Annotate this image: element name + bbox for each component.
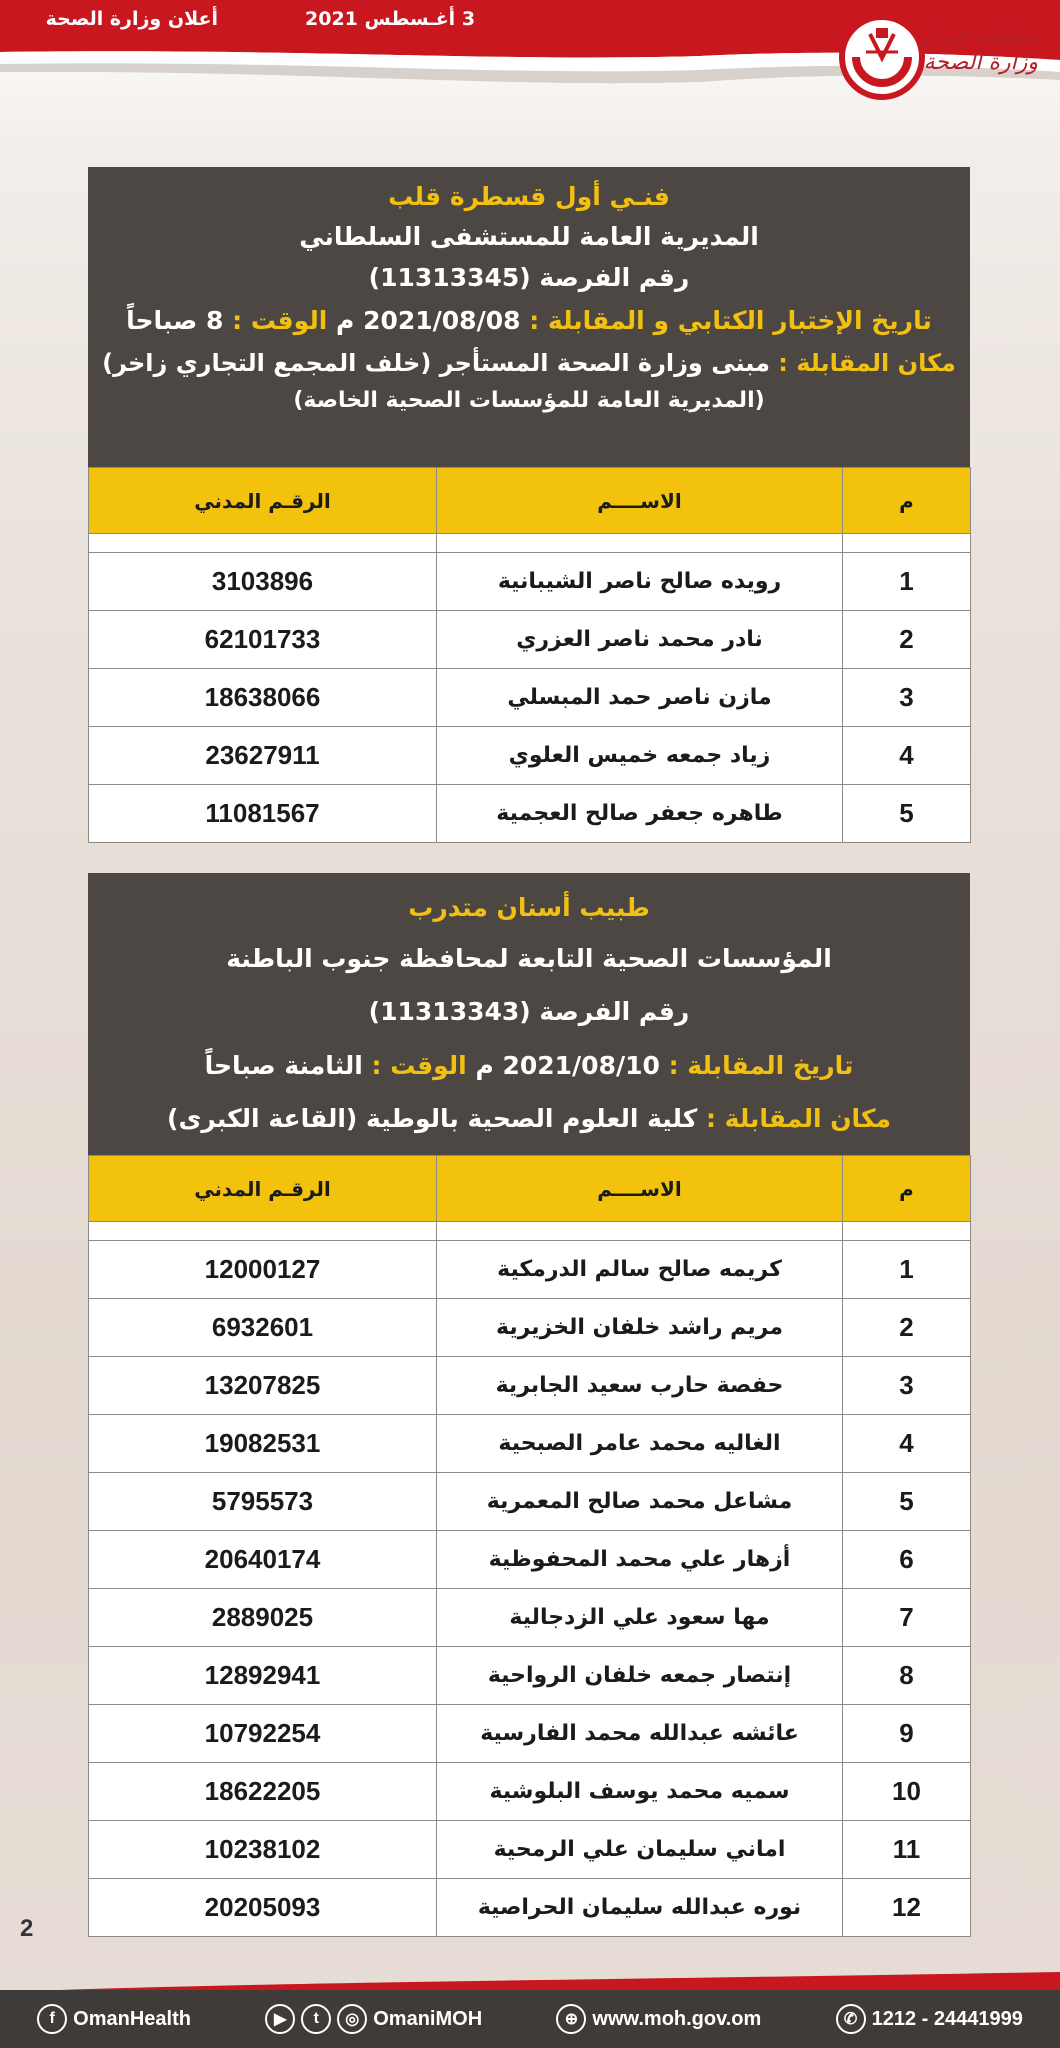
row-number: 11	[843, 1821, 971, 1879]
phone-number: 1212 - 24441999	[871, 2007, 1023, 2030]
table-row	[89, 1299, 971, 1357]
civil-id: 3103896	[89, 553, 437, 611]
row-number: 8	[843, 1647, 971, 1705]
globe-icon: ⊕	[556, 2004, 586, 2034]
place-line	[88, 1093, 970, 1145]
exam-date-line	[88, 299, 970, 343]
date-label: تاريخ المقابلة :	[668, 1051, 854, 1080]
civil-id: 11081567	[89, 785, 437, 843]
candidate-name: نوره عبدالله سليمان الحراصية	[437, 1879, 843, 1937]
civil-id: 5795573	[89, 1473, 437, 1531]
table-row	[89, 1241, 971, 1299]
header-date: 3 أغـسطس 2021	[305, 8, 476, 30]
website-link[interactable]	[556, 2004, 761, 2034]
col-num: م	[843, 468, 971, 534]
instagram-icon: ◎	[337, 2004, 367, 2034]
facebook-icon: f	[37, 2004, 67, 2034]
civil-id: 6932601	[89, 1299, 437, 1357]
job-title: فنـي أول قسطرة قلب	[388, 182, 670, 211]
row-number: 9	[843, 1705, 971, 1763]
table-row	[89, 553, 971, 611]
date-value: 2021/08/08 م	[336, 306, 521, 335]
civil-id: 19082531	[89, 1415, 437, 1473]
row-number: 10	[843, 1763, 971, 1821]
table-row	[89, 785, 971, 843]
table-row	[89, 1415, 971, 1473]
time-label: الوقت :	[232, 306, 328, 335]
candidate-name: زياد جمعه خميس العلوي	[437, 727, 843, 785]
candidate-name: مريم راشد خلفان الخزيرية	[437, 1299, 843, 1357]
civil-id: 23627911	[89, 727, 437, 785]
table-row	[89, 1357, 971, 1415]
footer-contacts	[0, 1990, 1060, 2048]
civil-id: 20640174	[89, 1531, 437, 1589]
row-number: 2	[843, 611, 971, 669]
col-civil: الرقـم المدني	[89, 1156, 437, 1222]
row-number: 1	[843, 553, 971, 611]
table-spacer	[89, 1222, 971, 1241]
table-spacer	[89, 534, 971, 553]
section1-banner	[88, 167, 970, 467]
civil-id: 18638066	[89, 669, 437, 727]
interview-date-line	[88, 1039, 970, 1093]
phone-link[interactable]	[836, 2004, 1023, 2034]
row-number: 5	[843, 1473, 971, 1531]
logo-text-line1: سلطنة عمان	[920, 24, 1038, 49]
civil-id: 10792254	[89, 1705, 437, 1763]
row-number: 12	[843, 1879, 971, 1937]
table-row	[89, 611, 971, 669]
row-number: 5	[843, 785, 971, 843]
spacer-cell	[89, 534, 437, 553]
page-number: 2	[20, 1915, 34, 1942]
section-cardiac-cath	[88, 167, 970, 843]
civil-id: 10238102	[89, 1821, 437, 1879]
table-row	[89, 1647, 971, 1705]
table-row	[89, 1763, 971, 1821]
place-label: مكان المقابلة :	[778, 349, 956, 377]
date-value: 2021/08/10 م	[475, 1051, 660, 1080]
logo-text	[920, 24, 1038, 76]
twitter-icon: t	[301, 2004, 331, 2034]
candidate-name: الغاليه محمد عامر الصبحية	[437, 1415, 843, 1473]
col-name: الاســــم	[437, 1156, 843, 1222]
spacer-cell	[437, 534, 843, 553]
col-name: الاســــم	[437, 468, 843, 534]
civil-id: 12892941	[89, 1647, 437, 1705]
youtube-icon: ▶	[265, 2004, 295, 2034]
civil-id: 20205093	[89, 1879, 437, 1937]
facebook-link[interactable]	[37, 2004, 191, 2034]
spacer-cell	[843, 1222, 971, 1241]
job-title: طبيب أسنان متدرب	[408, 893, 650, 922]
table-row	[89, 1473, 971, 1531]
table-row	[89, 669, 971, 727]
spacer-cell	[843, 534, 971, 553]
table-row	[89, 727, 971, 785]
civil-id: 13207825	[89, 1357, 437, 1415]
place-value-2: (المديرية العامة للمؤسسات الصحية الخاصة)	[293, 388, 765, 413]
row-number: 7	[843, 1589, 971, 1647]
candidate-name: اماني سليمان علي الرمحية	[437, 1821, 843, 1879]
opportunity-number: رقم الفرصة (11313345)	[368, 263, 690, 292]
candidate-name: عائشه عبدالله محمد الفارسية	[437, 1705, 843, 1763]
candidate-name: طاهره جعفر صالح العجمية	[437, 785, 843, 843]
time-value: 8 صباحاً	[126, 306, 224, 335]
facebook-handle: OmanHealth	[73, 2007, 191, 2030]
table-row	[89, 1879, 971, 1937]
row-number: 6	[843, 1531, 971, 1589]
candidate-name: نادر محمد ناصر العزري	[437, 611, 843, 669]
candidate-name: سميه محمد يوسف البلوشية	[437, 1763, 843, 1821]
footer-swoosh	[0, 1960, 1060, 1994]
directorate: المديرية العامة للمستشفى السلطاني	[299, 222, 759, 251]
date-label: تاريخ الإختبار الكتابي و المقابلة :	[529, 306, 932, 335]
time-label: الوقت :	[371, 1051, 467, 1080]
col-civil: الرقـم المدني	[89, 468, 437, 534]
row-number: 2	[843, 1299, 971, 1357]
row-number: 1	[843, 1241, 971, 1299]
place-value: مبنى وزارة الصحة المستأجر (خلف المجمع التجاري زاخر)	[102, 349, 770, 377]
page-footer	[0, 1960, 1060, 2048]
place-label: مكان المقابلة :	[705, 1104, 891, 1133]
place-line	[88, 343, 970, 383]
table-row	[89, 1705, 971, 1763]
logo-text-line2: وزارة الصحة	[923, 50, 1038, 75]
opportunity-number: رقم الفرصة (11313343)	[368, 997, 690, 1026]
website-url: www.moh.gov.om	[592, 2007, 762, 2030]
civil-id: 18622205	[89, 1763, 437, 1821]
candidate-name: مشاعل محمد صالح المعمرية	[437, 1473, 843, 1531]
row-number: 3	[843, 1357, 971, 1415]
table1-body	[89, 534, 971, 843]
candidate-name: مازن ناصر حمد المبسلي	[437, 669, 843, 727]
directorate: المؤسسات الصحية التابعة لمحافظة جنوب الباطنة	[226, 944, 832, 973]
row-number: 4	[843, 1415, 971, 1473]
table-row	[89, 1821, 971, 1879]
row-number: 3	[843, 669, 971, 727]
civil-id: 62101733	[89, 611, 437, 669]
time-value: الثامنة صباحاً	[204, 1051, 363, 1080]
table-row	[89, 1589, 971, 1647]
social-links[interactable]	[265, 2004, 482, 2034]
candidate-name: كريمه صالح سالم الدرمكية	[437, 1241, 843, 1299]
civil-id: 12000127	[89, 1241, 437, 1299]
spacer-cell	[437, 1222, 843, 1241]
header-title: أعلان وزارة الصحة	[45, 8, 218, 30]
section-dental-trainee	[88, 873, 970, 1937]
row-number: 4	[843, 727, 971, 785]
page-header	[0, 0, 1060, 120]
candidates-table-2	[88, 1155, 971, 1937]
col-num: م	[843, 1156, 971, 1222]
place-value: كلية العلوم الصحية بالوطية (القاعة الكبرى)	[167, 1104, 698, 1133]
spacer-cell	[89, 1222, 437, 1241]
candidate-name: إنتصار جمعه خلفان الرواحية	[437, 1647, 843, 1705]
civil-id: 2889025	[89, 1589, 437, 1647]
candidates-table-1	[88, 467, 971, 843]
table-row	[89, 1531, 971, 1589]
section2-banner	[88, 873, 970, 1155]
ministry-logo	[836, 12, 1046, 102]
table2-body	[89, 1222, 971, 1937]
candidate-name: حفصة حارب سعيد الجابرية	[437, 1357, 843, 1415]
candidate-name: أزهار علي محمد المحفوظية	[437, 1531, 843, 1589]
social-handle: OmaniMOH	[373, 2007, 483, 2030]
phone-icon: ✆	[836, 2004, 866, 2034]
candidate-name: رويده صالح ناصر الشيبانية	[437, 553, 843, 611]
candidate-name: مها سعود علي الزدجالية	[437, 1589, 843, 1647]
